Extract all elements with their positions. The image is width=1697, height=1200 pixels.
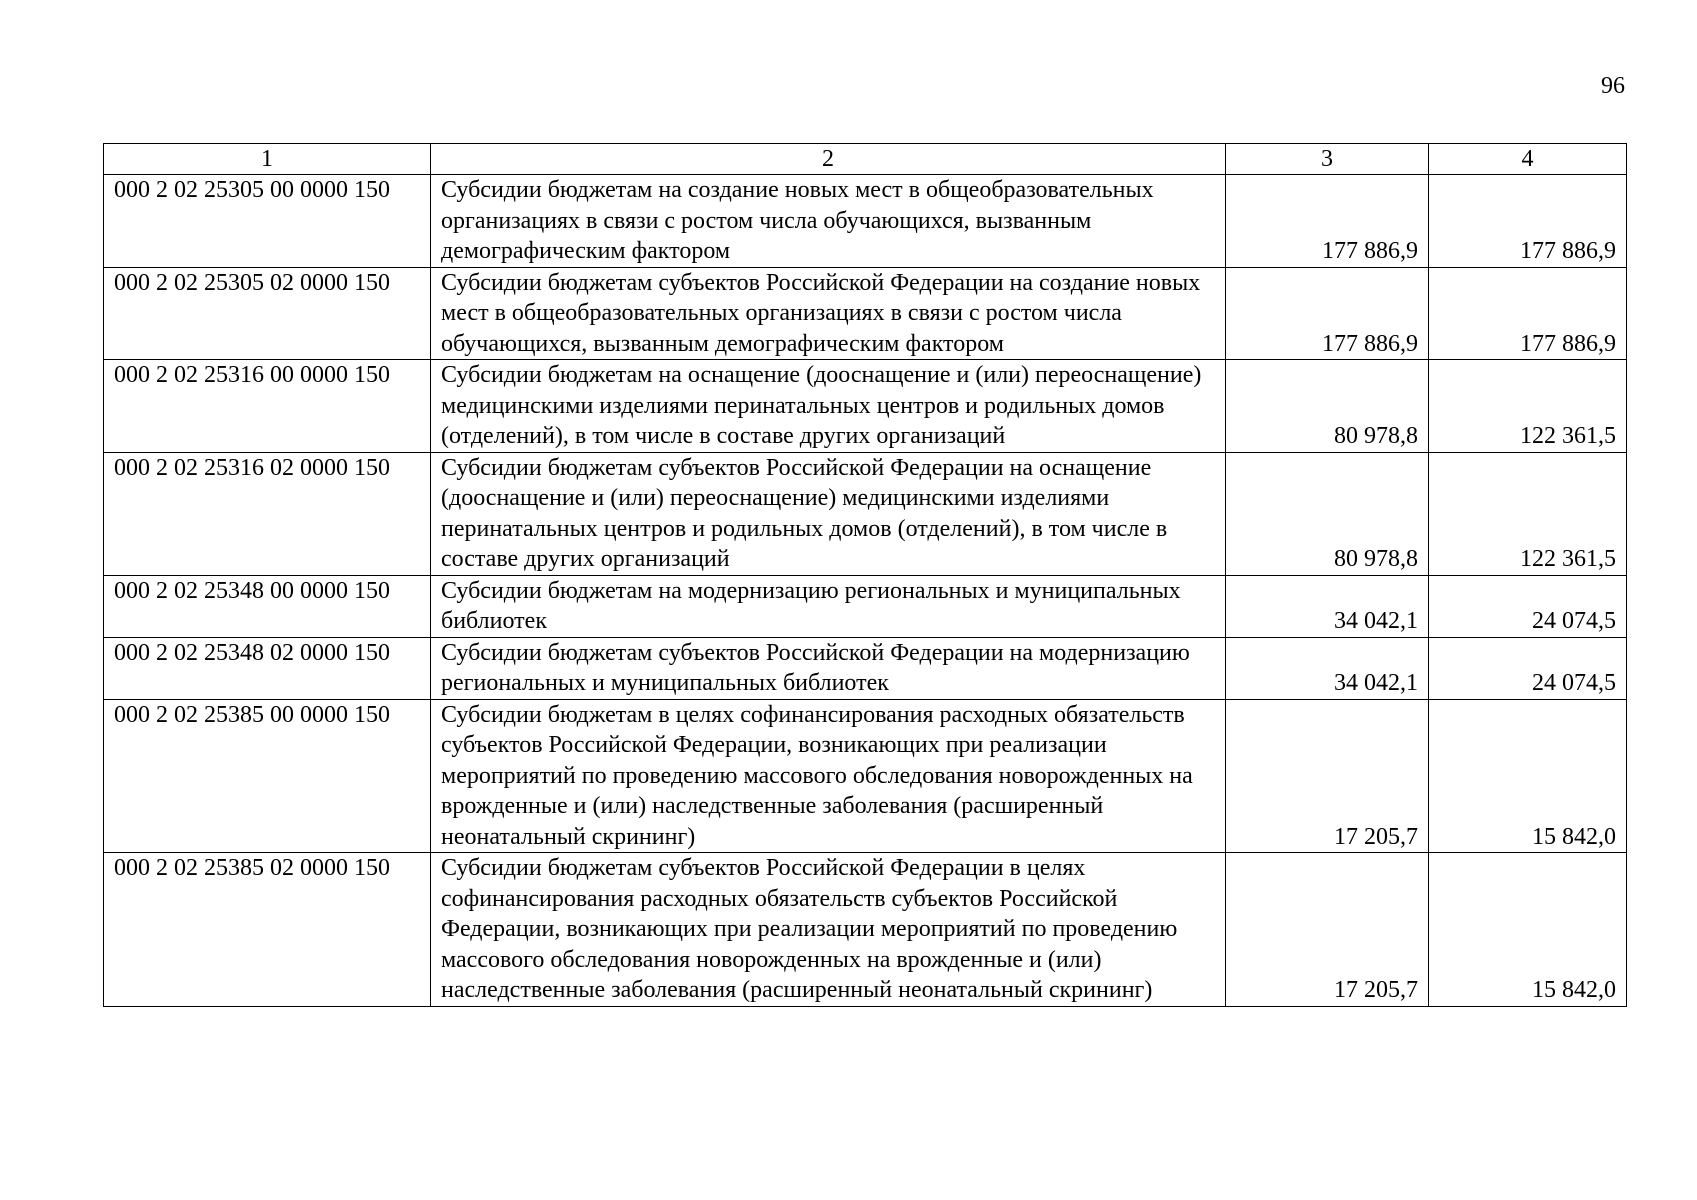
value-column-4-cell: 122 361,5 [1429, 360, 1627, 453]
table-row [104, 452, 1627, 575]
budget-code-cell: 000 2 02 25305 02 0000 150 [104, 267, 431, 360]
column-header-3: 3 [1226, 144, 1429, 175]
table-row [104, 699, 1627, 853]
value-column-3-cell: 80 978,8 [1226, 360, 1429, 453]
value-column-3-cell: 17 205,7 [1226, 853, 1429, 1007]
value-column-3-cell: 34 042,1 [1226, 575, 1429, 637]
budget-code-cell: 000 2 02 25348 02 0000 150 [104, 637, 431, 699]
column-header-4: 4 [1429, 144, 1627, 175]
value-column-4-cell: 177 886,9 [1429, 175, 1627, 268]
description-cell: Субсидии бюджетам на модернизацию региональных и муниципальных библиотек [431, 575, 1226, 637]
description-cell: Субсидии бюджетам на оснащение (дооснащение и (или) переоснащение) медицинскими изделиями перинатальных центров и родильных домов (отделений), в том числе в составе других организаций [431, 360, 1226, 453]
budget-table [103, 143, 1627, 1007]
value-column-3-cell: 17 205,7 [1226, 699, 1429, 853]
table-row [104, 360, 1627, 453]
table-body [104, 175, 1627, 1007]
table-row [104, 853, 1627, 1007]
budget-code-cell: 000 2 02 25348 00 0000 150 [104, 575, 431, 637]
value-column-4-cell: 15 842,0 [1429, 699, 1627, 853]
page-number: 96 [1601, 73, 1625, 99]
description-cell: Субсидии бюджетам субъектов Российской Федерации на модернизацию региональных и муниципальных библиотек [431, 637, 1226, 699]
column-header-2: 2 [431, 144, 1226, 175]
description-cell: Субсидии бюджетам в целях софинансирования расходных обязательств субъектов Российской Федерации, возникающих при реализации мероприятий по проведению массового обследования новорожденных на врожденные и (или) наследственные заболевания (расширенный неонатальный скрининг) [431, 699, 1226, 853]
budget-code-cell: 000 2 02 25385 00 0000 150 [104, 699, 431, 853]
table-row [104, 637, 1627, 699]
description-cell: Субсидии бюджетам субъектов Российской Федерации на оснащение (дооснащение и (или) переоснащение) медицинскими изделиями перинатальных центров и родильных домов (отделений), в том числе в составе других организаций [431, 452, 1226, 575]
description-cell: Субсидии бюджетам на создание новых мест в общеобразовательных организациях в связи с ростом числа обучающихся, вызванным демографическим фактором [431, 175, 1226, 268]
budget-code-cell: 000 2 02 25305 00 0000 150 [104, 175, 431, 268]
table-row [104, 267, 1627, 360]
table-row [104, 175, 1627, 268]
value-column-4-cell: 122 361,5 [1429, 452, 1627, 575]
budget-code-cell: 000 2 02 25316 00 0000 150 [104, 360, 431, 453]
value-column-4-cell: 177 886,9 [1429, 267, 1627, 360]
value-column-4-cell: 24 074,5 [1429, 575, 1627, 637]
value-column-4-cell: 15 842,0 [1429, 853, 1627, 1007]
value-column-3-cell: 177 886,9 [1226, 175, 1429, 268]
value-column-3-cell: 80 978,8 [1226, 452, 1429, 575]
column-header-1: 1 [104, 144, 431, 175]
budget-code-cell: 000 2 02 25316 02 0000 150 [104, 452, 431, 575]
header-row [104, 144, 1627, 175]
value-column-4-cell: 24 074,5 [1429, 637, 1627, 699]
table-row [104, 575, 1627, 637]
description-cell: Субсидии бюджетам субъектов Российской Федерации на создание новых мест в общеобразовательных организациях в связи с ростом числа обучающихся, вызванным демографическим фактором [431, 267, 1226, 360]
value-column-3-cell: 34 042,1 [1226, 637, 1429, 699]
budget-code-cell: 000 2 02 25385 02 0000 150 [104, 853, 431, 1007]
table-header [104, 144, 1627, 175]
description-cell: Субсидии бюджетам субъектов Российской Федерации в целях софинансирования расходных обязательств субъектов Российской Федерации, возникающих при реализации мероприятий по проведению массового обследования новорожденных на врожденные и (или) наследственные заболевания (расширенный неонатальный скрининг) [431, 853, 1226, 1007]
value-column-3-cell: 177 886,9 [1226, 267, 1429, 360]
